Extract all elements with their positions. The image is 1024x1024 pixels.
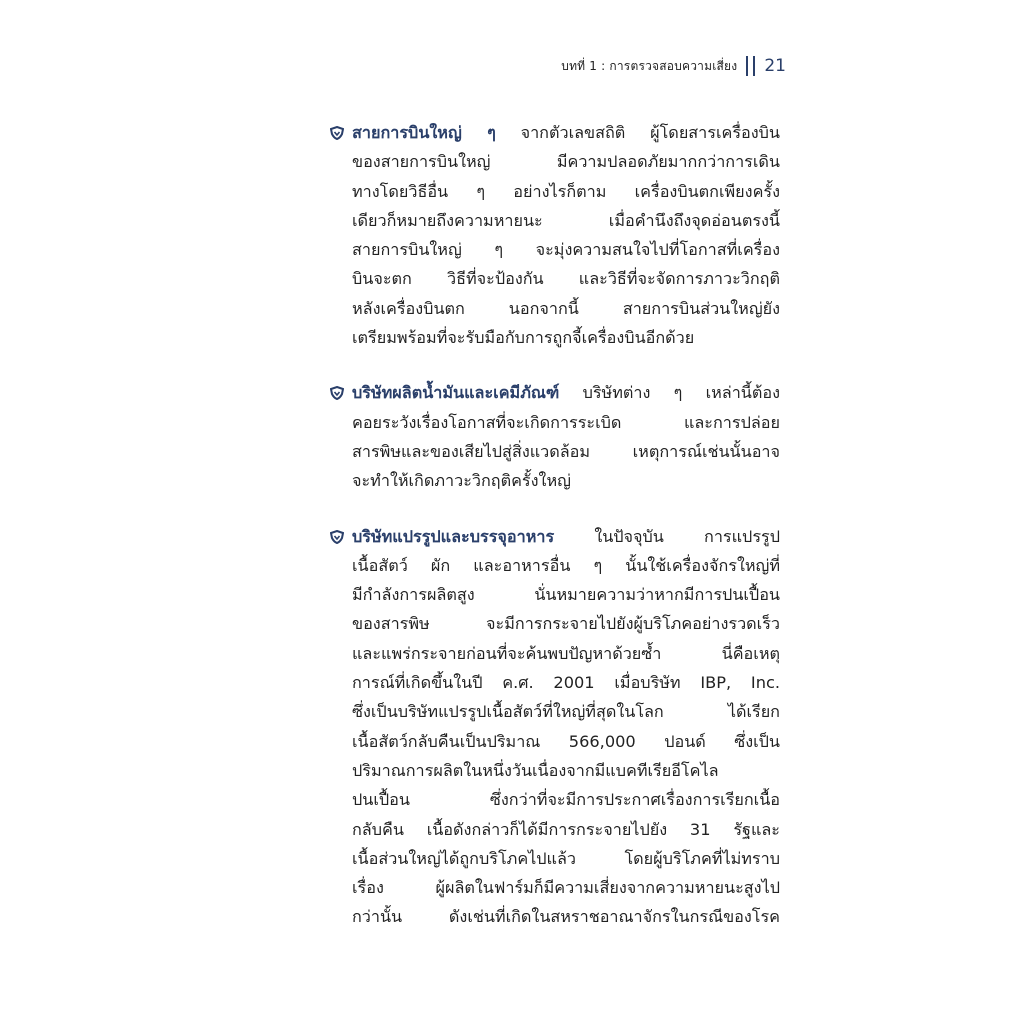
list-item-food-processing — [328, 522, 780, 932]
chapter-label: บทที่ 1 : การตรวจสอบความเสี่ยง — [561, 58, 738, 73]
list-item-petrochemical — [328, 378, 780, 495]
item-line: มีกำลังการผลิตสูง นั่นหมายความว่าหากมีการปนเปื้อน — [352, 585, 780, 605]
item-title: บริษัทผลิตน้ำมันและเคมีภัณฑ์ — [352, 383, 560, 403]
item-first-line-text: ในปัจจุบัน การแปรรูป — [554, 526, 780, 546]
item-line: บินจะตก วิธีที่จะป้องกัน และวิธีที่จะจัดการภาวะวิกฤติ — [352, 269, 780, 289]
page-number: 21 — [764, 56, 786, 76]
item-line: ของสายการบินใหญ่ มีความปลอดภัยมากกว่าการเดิน — [352, 152, 780, 172]
item-line: เนื้อสัตว์ ผัก และอาหารอื่น ๆ นั้นใช้เครื่องจักรใหญ่ที่ — [352, 555, 780, 575]
item-line: ปนเปื้อน ซึ่งกว่าที่จะมีการประกาศเรื่องการเรียกเนื้อ — [352, 790, 780, 810]
item-title: สายการบินใหญ่ ๆ — [352, 123, 496, 142]
item-first-line-text: บริษัทต่าง ๆ เหล่านี้ต้อง — [559, 383, 780, 403]
shield-bullet-icon — [330, 530, 344, 544]
shield-bullet-icon — [330, 386, 344, 400]
item-line: หลังเครื่องบินตก นอกจากนี้ สายการบินส่วนใหญ่ยัง — [352, 298, 780, 318]
item-first-line — [352, 118, 780, 147]
shield-bullet-icon — [330, 126, 344, 140]
item-line: ทางโดยวิธีอื่น ๆ อย่างไรก็ตาม เครื่องบินตกเพียงครั้ง — [352, 181, 780, 201]
item-line: การณ์ที่เกิดขึ้นในปี ค.ศ. 2001 เมื่อบริษัท IBP, Inc. — [352, 673, 780, 693]
item-line: ของสารพิษ จะมีการกระจายไปยังผู้บริโภคอย่างรวดเร็ว — [352, 614, 780, 634]
item-line: เตรียมพร้อมที่จะรับมือกับการถูกจี้เครื่องบินอีกด้วย — [352, 328, 695, 348]
list-item-airlines — [328, 118, 780, 352]
page-header — [561, 56, 786, 76]
item-line: กลับคืน เนื้อดังกล่าวก็ได้มีการกระจายไปยัง 31 รัฐและ — [352, 819, 780, 839]
item-line: สายการบินใหญ่ ๆ จะมุ่งความสนใจไปที่โอกาสที่เครื่อง — [352, 240, 780, 260]
item-title: บริษัทแปรรูปและบรรจุอาหาร — [352, 526, 555, 546]
item-line: กว่านั้น ดังเช่นที่เกิดในสหราชอาณาจักรในกรณีของโรค — [352, 907, 780, 927]
item-line: เนื้อสัตว์กลับคืนเป็นปริมาณ 566,000 ปอนด์ ซึ่งเป็น — [352, 731, 780, 751]
item-line: ซึ่งเป็นบริษัทแปรรูปเนื้อสัตว์ที่ใหญ่ที่สุดในโลก ได้เรียก — [352, 702, 780, 722]
item-first-line — [352, 378, 780, 407]
item-first-line — [352, 522, 780, 551]
body-content — [328, 118, 780, 958]
item-line: และแพร่กระจายก่อนที่จะค้นพบปัญหาด้วยซ้ำ นี่คือเหตุ — [352, 643, 780, 663]
item-line: จะทำให้เกิดภาวะวิกฤติครั้งใหญ่ — [352, 471, 571, 491]
item-line: ปริมาณการผลิตในหนึ่งวันเนื่องจากมีแบคทีเรียอีโคไล — [352, 760, 719, 780]
item-first-line-text: จากตัวเลขสถิติ ผู้โดยสารเครื่องบิน — [495, 123, 780, 142]
header-divider — [746, 56, 755, 76]
item-line: คอยระวังเรื่องโอกาสที่จะเกิดการระเบิด และการปล่อย — [352, 412, 780, 432]
item-line: เดียวก็หมายถึงความหายนะ เมื่อคำนึงถึงจุดอ่อนตรงนี้ — [352, 210, 780, 230]
item-line: เนื้อส่วนใหญ่ได้ถูกบริโภคไปแล้ว โดยผู้บริโภคที่ไม่ทราบ — [352, 848, 780, 868]
item-line: เรื่อง ผู้ผลิตในฟาร์มก็มีความเสี่ยงจากความหายนะสูงไป — [352, 878, 780, 898]
item-line: สารพิษและของเสียไปสู่สิ่งแวดล้อม เหตุการณ์เช่นนั้นอาจ — [352, 441, 780, 461]
